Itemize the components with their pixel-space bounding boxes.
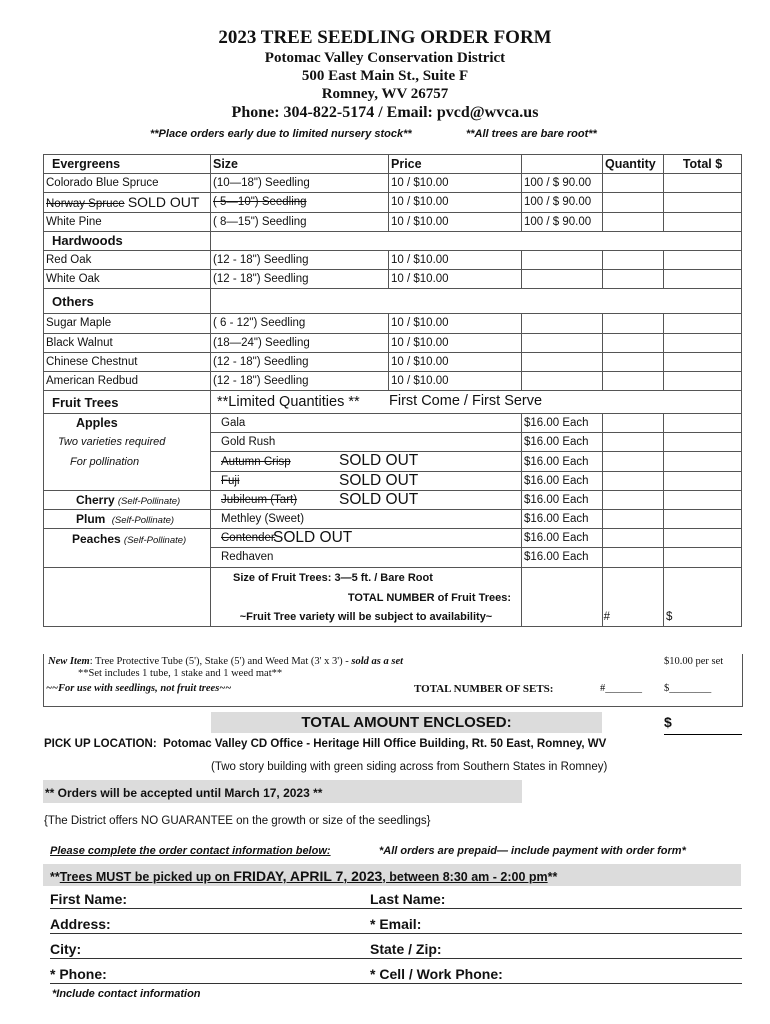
self-pollinate-note: (Self-Pollinate) <box>117 495 181 507</box>
header-evergreens: Evergreens <box>44 155 211 174</box>
tree-price: 10 / $10.00 <box>389 314 522 333</box>
tree-size: (12 - 18") Seedling <box>211 270 389 289</box>
tree-name: Chinese Chestnut <box>44 352 211 371</box>
set-use-note: ~~For use with seedlings, not fruit trees~~ <box>46 683 232 694</box>
tree-name: White Oak <box>44 270 211 289</box>
pickup-label: PICK UP LOCATION: <box>44 738 157 750</box>
tree-name: American Redbud <box>44 371 211 390</box>
tree-name: Black Walnut <box>44 333 211 352</box>
total-cell[interactable] <box>664 471 742 490</box>
fruit-variety: Jubileum (Tart) <box>221 493 298 506</box>
tree-price: 10 / $10.00 <box>389 333 522 352</box>
pickup-date-post: ** <box>547 870 558 884</box>
fruit-price: $16.00 Each <box>522 510 603 529</box>
total-cell[interactable] <box>664 193 742 212</box>
name-line[interactable] <box>50 908 742 909</box>
total-cell[interactable] <box>664 371 742 390</box>
section-fruit-trees: Fruit Trees <box>44 391 211 414</box>
pickup-detail: (Two story building with green siding across from Southern States in Romney) <box>211 761 608 773</box>
pickup-date-pre: ** <box>50 870 60 884</box>
total-cell[interactable] <box>664 490 742 509</box>
tree-price: 10 / $10.00 <box>389 212 522 231</box>
org-name: Potomac Valley Conservation District <box>264 50 506 66</box>
tree-size: (12 - 18") Seedling <box>211 250 389 269</box>
instructions-left: Please complete the order contact information below: <box>50 845 331 857</box>
fruit-variety-cell <box>211 471 522 490</box>
tree-name: White Pine <box>44 212 211 231</box>
section-others: Others <box>44 289 211 314</box>
table-row <box>44 371 742 390</box>
fruit-price: $16.00 Each <box>522 414 603 433</box>
pickup-location <box>44 738 606 750</box>
table-row <box>44 333 742 352</box>
fruit-variety: Gold Rush <box>211 433 522 452</box>
total-cell[interactable] <box>664 548 742 567</box>
fruit-price: $16.00 Each <box>522 452 603 471</box>
fruit-variety-cell <box>211 490 522 509</box>
table-row <box>44 193 742 212</box>
plum-label-cell <box>44 510 211 529</box>
tree-size: (18—24") Seedling <box>211 333 389 352</box>
sold-as-set: sold as a set <box>351 656 404 667</box>
self-pollinate-note: (Self-Pollinate) <box>123 534 187 546</box>
tree-name: Colorado Blue Spruce <box>44 174 211 193</box>
header-price: Price <box>389 155 522 174</box>
fruit-variety: Autumn Crisp <box>221 455 291 468</box>
tree-name: Red Oak <box>44 250 211 269</box>
apples-label: Apples <box>44 414 211 433</box>
fruit-availability-note: ~Fruit Tree variety will be subject to availability~ <box>211 608 522 627</box>
total-cell[interactable] <box>664 414 742 433</box>
fruit-variety: Contender <box>221 532 275 545</box>
header-quantity: Quantity <box>603 155 664 174</box>
quantity-cell[interactable] <box>603 414 664 433</box>
header-size: Size <box>211 155 389 174</box>
address-label: Address: <box>50 916 111 932</box>
total-cell[interactable] <box>664 510 742 529</box>
note-bare-root: **All trees are bare root** <box>466 128 597 140</box>
tree-name: Sugar Maple <box>44 314 211 333</box>
tree-price: 10 / $10.00 <box>389 193 522 212</box>
address-line[interactable] <box>50 933 742 934</box>
order-table <box>43 154 742 627</box>
pickup-date-part2: , between 8:30 am - 2:00 pm <box>382 870 548 884</box>
fruit-variety: Redhaven <box>211 548 522 567</box>
header-total: Total $ <box>664 155 742 174</box>
table-row <box>44 352 742 371</box>
tree-size: ( 6 - 12") Seedling <box>211 314 389 333</box>
new-item-line <box>48 656 403 667</box>
tree-price: 10 / $10.00 <box>389 371 522 390</box>
table-row <box>44 548 742 567</box>
peaches-label-cell <box>44 529 211 548</box>
total-cell[interactable] <box>664 250 742 269</box>
quantity-cell[interactable] <box>603 193 664 212</box>
quantity-cell[interactable] <box>603 250 664 269</box>
phone-line[interactable] <box>50 983 742 984</box>
tree-price: 10 / $10.00 <box>389 270 522 289</box>
tree-price: 10 / $10.00 <box>389 250 522 269</box>
city-line[interactable] <box>50 958 742 959</box>
apples-note: Two varieties required <box>44 433 211 452</box>
tree-bulk-price: 100 / $ 90.00 <box>522 193 603 212</box>
sold-out-label: SOLD OUT <box>339 471 419 489</box>
new-item-label: New Item <box>48 656 90 667</box>
note-early: **Place orders early due to limited nursery stock** <box>150 128 412 140</box>
table-row <box>44 433 742 452</box>
fruit-variety-cell <box>211 529 522 548</box>
quantity-cell[interactable] <box>603 371 664 390</box>
total-fruit-label: TOTAL NUMBER of Fruit Trees: <box>211 588 522 608</box>
fruit-variety: Gala <box>211 414 522 433</box>
contact-footnote: *Include contact information <box>52 988 201 1000</box>
deadline-text: ** Orders will be accepted until March 17, 2023 ** <box>45 786 323 800</box>
org-address: 500 East Main St., Suite F <box>301 68 469 84</box>
total-cell[interactable] <box>664 270 742 289</box>
quantity-cell[interactable] <box>603 471 664 490</box>
table-row <box>44 314 742 333</box>
fruit-total[interactable] <box>664 608 742 627</box>
table-row <box>44 490 742 509</box>
quantity-cell[interactable] <box>603 510 664 529</box>
state-zip-label: State / Zip: <box>370 941 442 957</box>
fruit-size-note: Size of Fruit Trees: 3—5 ft. / Bare Root <box>211 567 522 588</box>
tree-size: ( 8—15") Seedling <box>211 212 389 231</box>
pickup-date <box>50 868 557 884</box>
table-row <box>44 212 742 231</box>
quantity-cell[interactable] <box>603 433 664 452</box>
pickup-date-part1: Trees MUST be picked up on <box>59 870 234 884</box>
total-cell[interactable] <box>664 174 742 193</box>
total-sets-label: TOTAL NUMBER OF SETS: <box>414 683 554 695</box>
hash-sign: # <box>603 610 610 623</box>
phone-label: * Phone: <box>50 966 107 982</box>
form-title: 2023 TREE SEEDLING ORDER FORM <box>218 27 552 48</box>
total-cell[interactable] <box>664 333 742 352</box>
fruit-variety-cell <box>211 452 522 471</box>
fruit-count[interactable] <box>522 608 610 627</box>
sold-out-label: SOLD OUT <box>339 490 419 508</box>
sold-out-label: SOLD OUT <box>339 452 419 470</box>
plum-label: Plum <box>76 512 106 527</box>
tree-name-cell <box>44 193 211 212</box>
first-name-label: First Name: <box>50 891 128 907</box>
fruit-price: $16.00 Each <box>522 490 603 509</box>
total-cell[interactable] <box>664 433 742 452</box>
total-cell[interactable] <box>664 212 742 231</box>
total-cell[interactable] <box>664 352 742 371</box>
cell-phone-label: * Cell / Work Phone: <box>370 966 503 982</box>
pickup-date-main <box>60 870 548 884</box>
total-amount-line[interactable] <box>664 734 742 735</box>
sold-out-label: SOLD OUT <box>127 194 200 211</box>
fruit-price: $16.00 Each <box>522 471 603 490</box>
table-row <box>44 529 742 548</box>
self-pollinate-note: (Self-Pollinate) <box>111 515 175 527</box>
guarantee-note: {The District offers NO GUARANTEE on the growth or size of the seedlings} <box>44 815 431 827</box>
quantity-cell[interactable] <box>603 174 664 193</box>
table-row <box>44 510 742 529</box>
pickup-text: Potomac Valley CD Office - Heritage Hill Office Building, Rt. 50 East, Romney, WV <box>163 738 607 750</box>
tree-name: Norway Spruce <box>46 198 125 211</box>
table-row <box>44 174 742 193</box>
section-hardwoods: Hardwoods <box>44 231 211 250</box>
limited-quantities: **Limited Quantities ** <box>217 394 360 411</box>
apples-pollination: For pollination <box>44 452 211 471</box>
fruit-variety: Fuji <box>221 474 240 487</box>
new-item-box <box>43 654 743 707</box>
fruit-variety: Methley (Sweet) <box>211 510 522 529</box>
last-name-label: Last Name: <box>370 891 446 907</box>
tree-size: (10—18") Seedling <box>211 174 389 193</box>
tree-price: 10 / $10.00 <box>389 352 522 371</box>
org-city: Romney, WV 26757 <box>321 86 449 102</box>
tree-bulk-price: 100 / $ 90.00 <box>522 174 603 193</box>
tree-size: (12 - 18") Seedling <box>211 352 389 371</box>
quantity-cell[interactable] <box>603 529 664 548</box>
quantity-cell[interactable] <box>603 352 664 371</box>
quantity-cell[interactable] <box>603 270 664 289</box>
quantity-cell[interactable] <box>603 314 664 333</box>
sets-count-field[interactable]: #_______ <box>600 683 642 694</box>
sets-total-field[interactable]: $________ <box>664 683 712 694</box>
fruit-price: $16.00 Each <box>522 529 603 548</box>
table-row <box>44 250 742 269</box>
table-row <box>44 270 742 289</box>
quantity-cell[interactable] <box>603 333 664 352</box>
table-row <box>44 452 742 471</box>
fruit-price: $16.00 Each <box>522 433 603 452</box>
tree-size: (12 - 18") Seedling <box>211 371 389 390</box>
peaches-label: Peaches <box>72 531 121 546</box>
tree-bulk-price: 100 / $ 90.00 <box>522 212 603 231</box>
pickup-date-date: FRIDAY, APRIL 7, 2023 <box>233 868 383 884</box>
set-price: $10.00 per set <box>664 656 724 667</box>
cherry-label: Cherry <box>76 492 115 507</box>
city-label: City: <box>50 941 82 957</box>
total-cell[interactable] <box>664 452 742 471</box>
total-cell[interactable] <box>664 529 742 548</box>
quantity-cell[interactable] <box>603 212 664 231</box>
first-come: First Come / First Serve <box>389 393 543 410</box>
table-row <box>44 414 742 433</box>
set-includes: **Set includes 1 tube, 1 stake and 1 weed mat** <box>78 668 283 679</box>
instructions-right: *All orders are prepaid— include payment with order form* <box>379 845 686 857</box>
tree-size: ( 5—10") Seedling <box>211 193 389 212</box>
cherry-label-cell <box>44 490 211 509</box>
dollar-sign: $ <box>666 610 673 623</box>
new-item-text: : Tree Protective Tube (5'), Stake (5') and Weed Mat (3' x 3') - <box>89 656 352 667</box>
total-amount-label: TOTAL AMOUNT ENCLOSED: <box>301 714 512 731</box>
fruit-price: $16.00 Each <box>522 548 603 567</box>
tree-price: 10 / $10.00 <box>389 174 522 193</box>
quantity-cell[interactable] <box>603 490 664 509</box>
total-amount-dollar: $ <box>664 714 672 730</box>
fruit-limited-banner <box>211 391 742 414</box>
email-label: * Email: <box>370 916 422 932</box>
sold-out-label: SOLD OUT <box>273 529 353 547</box>
table-row <box>44 471 742 490</box>
quantity-cell[interactable] <box>603 548 664 567</box>
total-cell[interactable] <box>664 314 742 333</box>
org-contact: Phone: 304-822-5174 / Email: pvcd@wvca.us <box>231 104 539 121</box>
quantity-cell[interactable] <box>603 452 664 471</box>
